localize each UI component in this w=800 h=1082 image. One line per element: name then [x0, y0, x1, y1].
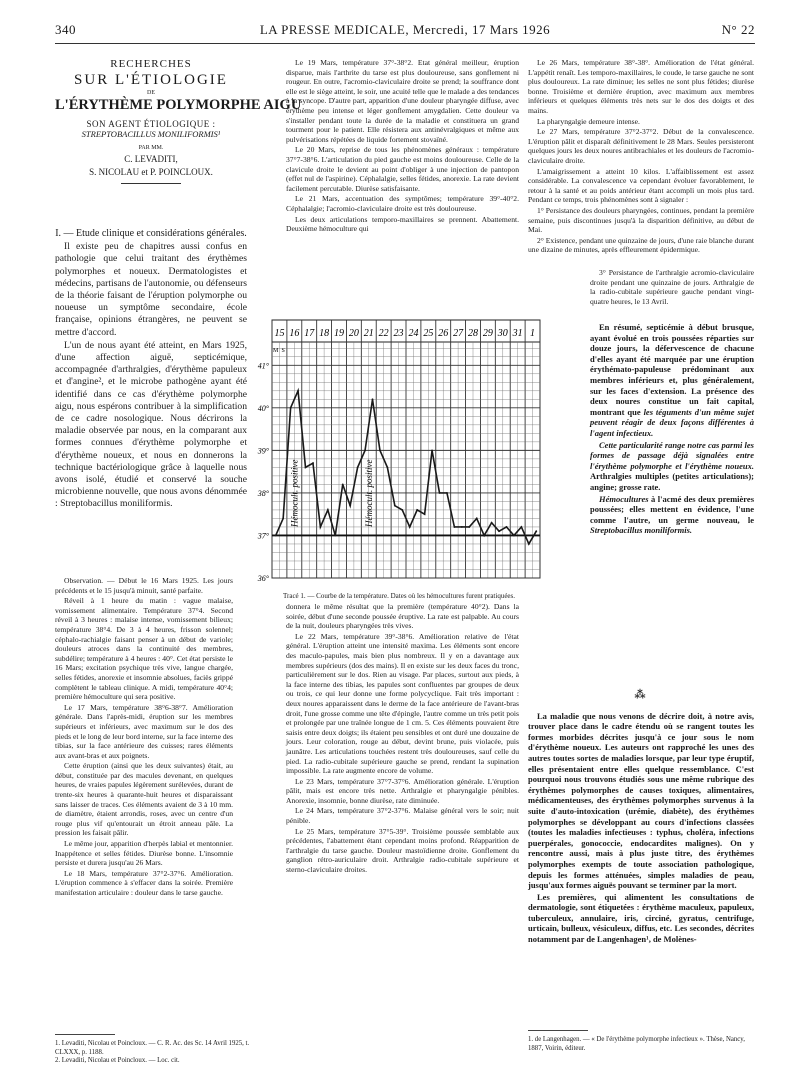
footnote-rule — [528, 1030, 588, 1031]
date-tick-label: 29 — [482, 328, 493, 339]
temperature-point — [483, 535, 485, 537]
paragraph: Le 22 Mars, température 39°-38°6. Amélioration relative de l'état général. L'éruption atteint une intensité maxima. Les éléments sont encore des maculo-papules, mais bien plus nombreux. Il y en a davantage aux membres supérieurs (dos des mains). Il en existe sur les deux faces du tronc, particulièrement sur le dos. Rien au visage. Par places, surtout aux pieds, à la face interne des tibias, les papules sont confluentes par groupes de deux ou trois, ce qui leur donne une forme polycyclique. Fait très important : deux noures apparaissent dans le derme de la face antérieure de l'avant-bras droit, l'une grosse comme une tête d'épingle, l'autre comme un très petit pois et prolongée par une traînée longue de 1 cm. 5. Ces éléments pouvaient être saisis entre deux doigts; ils étaient peu sensibles et ont duré une douzaine de jours. Leur coloration, rouge au début, devint brune, puis violacée, puis jaunâtre. Les articulations touchées restent très douloureuses, sauf celle du pied. La radio-cubitale supérieure gauche se prend, rendant la supination impossible. La rate augmente encore de volume. — [286, 631, 519, 776]
paragraph: Le 25 Mars, température 37°5-39°. Troisième poussée semblable aux précédentes, l'abattement étant cependant moins profond. Réapparition de l'arthralgie du tarse gauche. Douleur mastoïdienne droite. Gonflement du ganglion rétro-auriculaire droit. Arthralgie radio-cubitale supérieure et sterno-claviculaire droites. — [286, 826, 519, 875]
page-number: 340 — [55, 22, 76, 37]
temperature-point — [520, 526, 522, 528]
temperature-point — [297, 390, 299, 392]
paragraph: 1° Persistance des douleurs pharyngées, continues, pendant la première semaine, puis discontinues jusqu'à la disparition définitive, au début de Mai. — [528, 205, 754, 235]
column-3-side — [590, 268, 754, 307]
title-line-3: DE — [147, 90, 155, 96]
par-mm: PAR MM. — [138, 145, 164, 151]
temperature-point — [513, 535, 515, 537]
paragraph: Le 18 Mars, température 37°2-37°6. Amélioration. L'éruption commence à s'effacer dans la soirée. Première manifestation articulaire : douleur dans le tarse gauche. — [55, 868, 233, 897]
temperature-point — [506, 526, 508, 528]
temperature-point — [491, 522, 493, 524]
temperature-point — [275, 535, 277, 537]
author-1: C. LEVADITI, — [124, 154, 178, 164]
paragraph: Les premières, qui alimentent les consultations de dermatologie, sont étiquetées : érythème maculeux, papuleux, tuberculeux, annulaire, iris, circiné, gyratus, centrifuge, urticain, bulleux, vésiculeux, diffus, etc. Les secondes, décrites notamment par de Langenhagen¹, de Molènes- — [528, 891, 754, 945]
header-rule — [55, 43, 755, 44]
temperature-point — [349, 505, 351, 507]
paragraph: Le 20 Mars, reprise de tous les phénomènes généraux : température 37°7-38°6. L'articulation du pied gauche est moins douloureuse. Celle de la clavicule droite le devient au point d'obliger à une injection de pantopon (effet nul de l'aspirine). Céphalalgie, selles fétides, anorexie. La rate devient facilement percutable. Diurèse satisfaisante. — [286, 145, 519, 193]
paragraph: Le 27 Mars, température 37°2-37°2. Début de la convalescence. L'éruption pâlit et disparaît définitivement le 28 Mars. Seules persisteront quelques jours les deux noures antibrachiales et les douleurs de l'acromio-claviculaire droite. — [528, 127, 754, 165]
y-tick-label: 41° — [257, 361, 269, 371]
paragraph: Le 19 Mars, température 37°-38°2. Etat général meilleur, éruption disparue, mais l'arthrite du tarse est plus douloureuse, sans gonflement ni rougeur. En outre, l'acromio-claviculaire droite se prend; la souffrance dont elle est le siège atteint, le soir, une acuité telle que le malade a des tendances à la syncope. D'autre part, apparition d'une douleur pharyngée diffuse, avec érythème peu intense et léger gonflement amygdalien. Cette douleur va s'installer pendant toute la durée de la maladie et constituera un grand tourment pour le patient. Elle résistera aux antinévralgiques et même aux pulvérisations répétées de liquide fortement stovaïné. — [286, 58, 519, 144]
date-tick-label: 22 — [378, 328, 389, 339]
summary-paragraph — [590, 494, 754, 536]
temperature-point — [282, 518, 284, 520]
temperature-point — [327, 509, 329, 511]
temperature-point — [334, 535, 336, 537]
column-2-top — [286, 58, 519, 235]
paragraph: Les deux articulations temporo-maxillaires se prennent. Abattement. Deuxième hémoculture qui — [286, 214, 519, 234]
temperature-chart — [240, 316, 558, 588]
temperature-point — [290, 407, 292, 409]
date-tick-label: 26 — [438, 328, 449, 339]
paragraph: Il existe peu de chapitres aussi confus en pathologie que celui traitant des érythèmes polymorphes et noueux. Dermatologistes et médecins, partisans de l'autonomie, ou défenseurs de la théorie faisant de l'éruption polymorphe ou noueuse un symptôme secondaire, école française, opinions étrangères, ne peuvent se mettre d'accord. — [55, 241, 247, 338]
temperature-point — [439, 492, 441, 494]
temperature-point — [468, 526, 470, 528]
paragraph: Le 17 Mars, température 38°6-38°7. Amélioration générale. Dans l'après-midi, éruption sur les membres supérieurs et inférieurs, avec maximum sur le dos des pieds et le long de leur bord interne, sur la face interne des tibias, sur la face antérieure des cuisses; rares éléments aux avant-bras et aux poignets. — [55, 702, 233, 760]
column-3-footnote — [528, 1036, 754, 1053]
journal-title: LA PRESSE MEDICALE, Mercredi, 17 Mars 1926 — [259, 22, 551, 37]
blood-culture-annotation: Hémocult. positive — [289, 459, 300, 527]
temperature-chart-svg — [240, 316, 558, 588]
paragraph: 3° Persistance de l'arthralgie acromio-claviculaire droite pendant une quinzaine de jours. Arthralgie de la radio-cubitale supérieure gauche pendant vingt-quatre heures, le 13 Avril. — [590, 268, 754, 306]
paragraph: Le 26 Mars, température 38°-38°. Amélioration de l'état général. L'appétit renaît. Les temporo-maxillaires, le coude, le tarse gauche ne sont plus douloureux. La rate diminue; les selles ne sont plus fétides; diurèse bonne. Troisième et dernière éruption, avec maximum aux membres inférieurs et quelques éléments très nets sur le dos des doigts et des mains. — [528, 58, 754, 115]
temperature-point — [498, 530, 500, 532]
temperature-point — [416, 509, 418, 511]
footnote: 1. de Langenhagen. — « De l'érythème polymorphe infectieux ». Thèse, Nancy, 1887, Voirin, éditeur. — [528, 1036, 745, 1052]
date-tick-label: 30 — [497, 328, 508, 339]
summary-text: Arthralgies multiples (petites articulations); angine; grosse rate. — [590, 471, 754, 492]
summary-paragraph — [590, 322, 754, 439]
y-tick-label: 38° — [257, 488, 269, 498]
summary-emphasis: les téguments d'un même sujet peuvent réagir de deux façons différentes à l'agent infectieux. — [590, 406, 754, 438]
temperature-point — [528, 543, 530, 545]
summary-paragraph — [590, 440, 754, 493]
y-tick-label: 37° — [257, 531, 269, 541]
article-title-block — [55, 58, 302, 184]
temperature-point — [535, 530, 537, 532]
temperature-point — [424, 513, 426, 515]
date-tick-label: 18 — [319, 328, 330, 339]
title-line-1: RECHERCHES — [110, 58, 192, 70]
title-line-6: STREPTOBACILLUS MONILIFORMIS¹ — [81, 129, 221, 139]
page-header — [55, 22, 755, 40]
date-tick-label: 27 — [453, 328, 464, 339]
paragraph: 2° Existence, pendant une quinzaine de jours, d'une raie blanche durant une dizaine de minutes, après effleurement épidermique. — [528, 235, 754, 255]
temperature-point — [409, 526, 411, 528]
paragraph: Le 21 Mars, accentuation des symptômes; température 39°-40°2. Céphalalgie; l'acromio-claviculaire droite est très douloureuse. — [286, 194, 519, 213]
temperature-point — [319, 526, 321, 528]
paragraph: Réveil à 1 heure du matin : vague malaise, vomissement alimentaire. Température 37°4. Second réveil à 3 heures : malaise intense, vomissement bilieux; température 38°4. De 3 à 4 heures, frisson solennel; céphalo-rachialgie faisant penser à un début de variole; douleurs atroces dans la continuité des membres, subdélire; température à 4 heures : 40°. Cet état persiste le 16 Mars; excitation psychique très vive, langue chargée, selles fétides, anorexie et insomnie absolues, faciès grippé complètent le tableau clinique. A midi, température 40°4; première hémoculture qui sera positive. — [55, 596, 233, 702]
temperature-point — [305, 466, 307, 468]
title-line-2: SUR L'ÉTIOLOGIE — [74, 72, 228, 88]
temperature-point — [386, 466, 388, 468]
paragraph: La maladie que nous venons de décrire doit, à notre avis, trouver place dans le cadre étendu où se rangent toutes les formes morbides décrites jusqu'à ce jour sous le nom d'érythème noueux. Les auteurs ont rapproché les unes des autres toutes sortes de maladies lorsque, par leur type éruptif, elles présentaient entre elles quelque ressemblance. C'est pourquoi nous trouvons étudiés sous une même rubrique des érythèmes polymorphes de causes toxiques, alimentaires, médicamenteuses, des érythèmes polymorphes survenus à la suite d'auto-intoxication (urémie, diabète), des érythèmes polymorphes se développant au cours d'infections classées (toutes les maladies infectieuses : typhus, choléra, infections puerpérales, gonococcie, endocardites malignes). On y rencontre aussi, mais à plus juste titre, des érythèmes polymorphes exempts de toute association pathologique, depuis les formes atténuées, simples maladies de peau, jusqu'aux formes aiguës pouvant se terminer par la mort. — [528, 710, 754, 891]
date-tick-label: 31 — [512, 328, 523, 339]
temperature-point — [379, 449, 381, 451]
paragraph: Cette éruption (ainsi que les deux suivantes) était, au début, constituée par des macules devenant, en quelques heures, de vraies papules légèrement surélevées, durant de trente-six heures à quarante-huit heures et disparaissant sans laisser de traces. Ces éléments avaient de 3 à 10 mm. de diamètre, étaient arrondis, roses, avec un centre d'un rouge plus vif qu'entourait un étroit anneau pâle. La pression les faisait pâlir. — [55, 761, 233, 838]
date-tick-label: 20 — [348, 328, 359, 339]
title-rule — [121, 183, 181, 184]
temperature-point — [476, 518, 478, 520]
column-3-bottom — [528, 676, 754, 946]
temperature-point — [372, 398, 374, 400]
chart-caption: Tracé 1. — Courbe de la température. Dates où les hémocultures furent pratiquées. — [282, 592, 516, 600]
footnote-rule — [55, 1034, 115, 1035]
paragraph: Le même jour, apparition d'herpès labial et mentonnier. Inappétence et selles fétides. Diurèse bonne. L'insomnie persiste et durera jusqu'au 26 Mars. — [55, 839, 233, 868]
date-tick-label: 21 — [363, 328, 374, 339]
paragraph: L'amaigrissement a atteint 10 kilos. L'affaiblissement est assez considérable. La convalescence va cependant évoluer favorablement, le retour à la santé et au poids antérieur étant accompli un mois plus tard. Pendant ce temps, trois phénomènes sont à signaler : — [528, 166, 754, 205]
y-tick-label: 40° — [257, 403, 269, 413]
author-2: S. NICOLAU et P. POINCLOUX. — [89, 167, 213, 177]
temperature-point — [461, 526, 463, 528]
temperature-point — [357, 466, 359, 468]
summary-emphasis: Cette particularité range notre cas parmi les formes de passage déjà signalées entre l'érythème polymorphe et l'érythème noueux. — [590, 439, 754, 471]
temperature-point — [364, 449, 366, 451]
temperature-point — [431, 449, 433, 451]
column-2-bottom — [286, 602, 519, 876]
summary-emphasis: Hémocultures — [599, 493, 649, 504]
date-tick-label: 24 — [408, 328, 419, 339]
column-3-top — [528, 58, 754, 256]
period-mark: S — [281, 348, 285, 354]
footnote: 2. Levaditi, Nicolau et Poincloux. — Loc. cit. — [55, 1057, 180, 1064]
paragraph: donnera le même résultat que la première (température 40°2). Dans la soirée, début d'une seconde poussée éruptive. La rate est palpable. Au cours de la nuit, douleurs pharyngées très vives. — [286, 602, 519, 631]
temperature-point — [453, 526, 455, 528]
date-tick-label: 28 — [468, 328, 478, 339]
summary-emphasis: Streptobacillus moniliformis. — [590, 525, 693, 536]
paragraph: La pharyngalgie demeure intense. — [537, 116, 640, 126]
summary-block — [590, 322, 754, 537]
date-tick-label: 19 — [334, 328, 344, 339]
date-tick-label: 17 — [304, 328, 315, 339]
section-heading: I. — Etude clinique et considérations générales. — [55, 228, 247, 239]
blood-culture-annotation: Hémocult. positive — [363, 459, 374, 527]
date-tick-label: 25 — [423, 328, 434, 339]
issue-number: N° 22 — [721, 22, 755, 37]
temperature-point — [401, 509, 403, 511]
column-1-observation — [55, 576, 233, 899]
temperature-point — [342, 484, 344, 486]
date-tick-label: 1 — [530, 328, 536, 339]
column-1-footnotes — [55, 1040, 273, 1066]
paragraph: L'un de nous ayant été atteint, en Mars 1925, d'une affection aiguë, septicémique, accompagnée d'arthralgies, d'érythème papuleux et d'angine², et le microbe pathogène ayant été identifié dans ce cas d'érythème polymorphe aigu, nous espérons contribuer à la simplification de ce cadre nosologique. Nous décrirons la maladie observée par nous, en la comparant aux formes connues d'érythème polymorphe et d'érythème noueux, et nous en donnerons la technique bactériologique grâce à laquelle nous avons isolé, étudié et conservé la souche microbienne nouvelle, que nous avons dénommée : Streptobacillus moniliformis. — [55, 339, 247, 510]
title-line-5: SON AGENT ÉTIOLOGIQUE : — [86, 119, 216, 129]
paragraph: Le 24 Mars, température 37°2-37°6. Malaise général vers le soir; nuit pénible. — [286, 806, 519, 826]
y-tick-label: 36° — [257, 574, 269, 583]
temperature-point — [394, 505, 396, 507]
column-1-intro — [55, 228, 247, 512]
title-line-4: L'ÉRYTHÈME POLYMORPHE AIGU — [55, 97, 302, 113]
paragraph: Le 23 Mars, température 37°7-37°6. Amélioration générale. L'éruption pâlit, mais est encore très nette. Arthralgie et pharyngalgie pénibles. Anorexie, insomnie, bonne diurèse, rate diminuée. — [286, 776, 519, 805]
date-tick-label: 23 — [393, 328, 404, 339]
date-tick-label: 16 — [289, 328, 300, 339]
summary-text: En résumé, septicémie à début brusque, ayant évolué en trois poussées réparties sur douze jours, la défervescence de chacune d'elles ayant été marquée par une éruption érythémato-papuleuse prédominant aux membres inférieurs et, plus généralement, sur les faces d'extension. La présence des deux noures constitue un fait capital, montrant que — [590, 322, 754, 417]
temperature-point — [312, 462, 314, 464]
paragraph: Observation. — Début le 16 Mars 1925. Les jours précédents et le 15 jusqu'à minuit, santé parfaite. — [55, 576, 233, 595]
y-tick-label: 39° — [257, 446, 269, 456]
section-separator: ⁂ — [634, 689, 648, 701]
summary-text: à l'acmé des deux premières poussées; elles mettent en évidence, l'une comme l'autre, un germe nouveau, le — [590, 493, 754, 525]
footnote: 1. Levaditi, Nicolau et Poincloux. — C. R. Ac. des Sc. 14 Avril 1925, t. CLXXX, p. 1188. — [55, 1040, 250, 1056]
period-mark: M — [273, 348, 279, 354]
temperature-point — [446, 492, 448, 494]
date-tick-label: 15 — [274, 328, 285, 339]
